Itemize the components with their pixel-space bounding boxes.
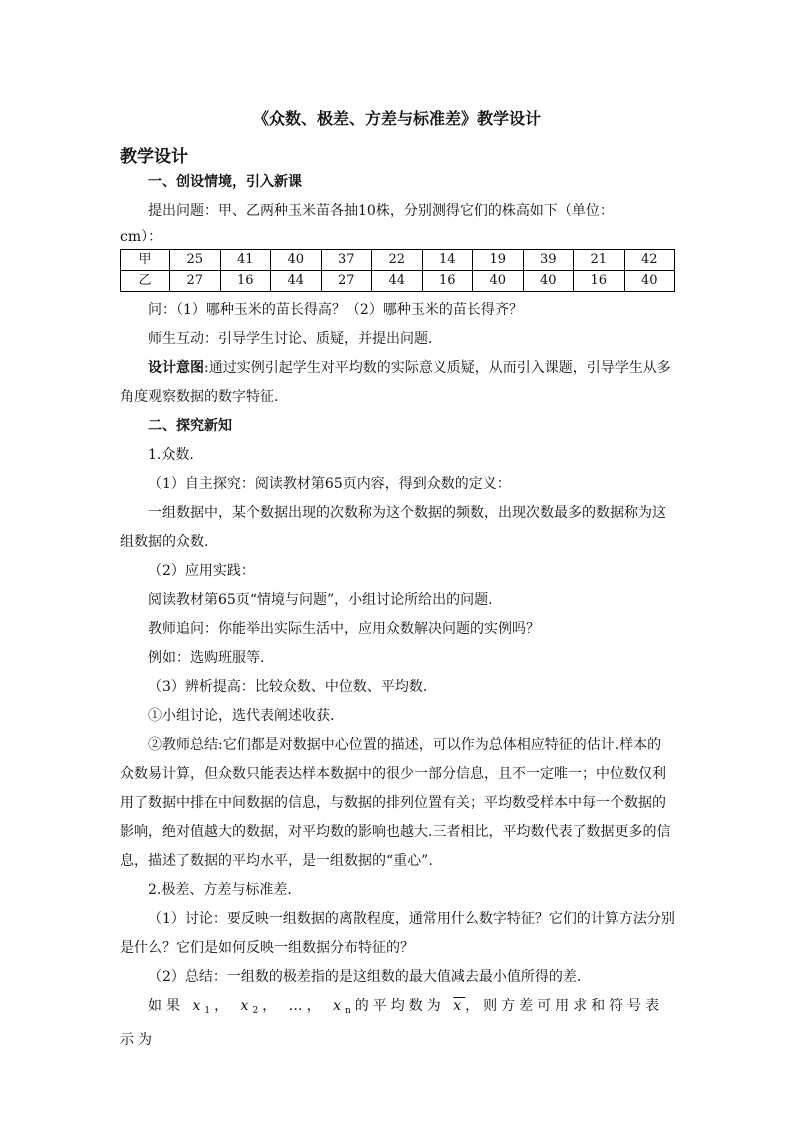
section-title: 教学设计 — [120, 147, 188, 167]
height-table — [120, 249, 675, 292]
design-intent — [120, 354, 675, 412]
mode-example: 例如：选购班服等. — [148, 650, 265, 666]
table-cell: 44 — [372, 271, 423, 292]
document-body — [120, 168, 675, 1055]
mode-explore: （1）自主探究：阅读教材第65页内容，得到众数的定义： — [148, 476, 511, 492]
table-cell: 19 — [473, 250, 524, 271]
table-cell: 40 — [624, 271, 675, 292]
table-cell: 16 — [574, 271, 625, 292]
variance-formula-line: 如果 $x_1$， $x_2$， …， $x_n$的平均数为 $\overline{x}$，则方差可用求和符号表示为 — [120, 998, 664, 1048]
mode-discuss: ①小组讨论，选代表阐述收获. — [148, 708, 335, 724]
table-cell: 40 — [523, 271, 574, 292]
design-intent-text: :通过实例引起学生对平均数的实际意义质疑，从而引入课题，引导学生从多角度观察数据的数字特征. — [120, 360, 671, 405]
mode-title: 1.众数. — [148, 447, 194, 463]
document-title: 《众数、极差、方差与标准差》教学设计 — [252, 109, 541, 128]
mode-compare: （3）辨析提高：比较众数、中位数、平均数. — [148, 679, 428, 695]
table-cell: 27 — [170, 271, 221, 292]
question-ask: 问：（1）哪种玉米的苗长得高？（2）哪种玉米的苗长得齐？ — [148, 302, 523, 318]
table-cell: 27 — [321, 271, 372, 292]
mode-read: 阅读教材第65页“情境与问题”，小组讨论所给出的问题. — [148, 592, 493, 608]
table-cell: 22 — [372, 250, 423, 271]
mode-summary: ②教师总结:它们都是对数据中心位置的描述，可以作为总体相应特征的估计.样本的众数易计算，但众数只能表达样本数据中的很少一部分信息，且不一定唯一；中位数仅利用了数据中排在中间数据的信息，与数据的排列位置有关；平均数受样本中每一个数据的影响，绝对值越大的数据，对平均数的影响也越大.三者相比，平均数代表了数据更多的信息，描述了数据的平均水平，是一组数据的“重心”. — [120, 737, 671, 869]
table-cell: 14 — [422, 250, 473, 271]
range-title: 2.极差、方差与标准差. — [148, 882, 292, 898]
question-line1: 提出问题：甲、乙两种玉米苗各抽10株，分别测得它们的株高如下（单位： — [148, 203, 614, 219]
row-label: 甲 — [121, 250, 170, 271]
teacher-student-interaction: 师生互动：引导学生讨论、质疑，并提出问题. — [148, 331, 433, 347]
table-cell: 41 — [220, 250, 271, 271]
table-cell: 40 — [473, 271, 524, 292]
table-cell: 37 — [321, 250, 372, 271]
table-cell: 40 — [271, 250, 322, 271]
mode-ask: 教师追问：你能举出实际生活中，应用众数解决问题的实例吗？ — [148, 621, 540, 637]
range-summary: （2）总结：一组数的极差指的是这组数的最大值减去最小值所得的差. — [148, 969, 582, 985]
range-discussion: （1）讨论：要反映一组数据的离散程度，通常用什么数字特征？它们的计算方法分别是什么？它们是如何反映一组数据分布特征的？ — [120, 911, 675, 956]
table-cell: 44 — [271, 271, 322, 292]
row-label: 乙 — [121, 271, 170, 292]
question-line2: cm）： — [120, 229, 163, 245]
design-intent-label: 设计意图 — [148, 360, 204, 376]
part2-heading: 二、探究新知 — [148, 418, 232, 434]
mode-practice: （2）应用实践： — [148, 563, 255, 579]
mode-definition: 一组数据中，某个数据出现的次数称为这个数据的频数，出现次数最多的数据称为这组数据的众数. — [120, 505, 666, 550]
table-row — [121, 271, 675, 292]
table-row — [121, 250, 675, 271]
table-cell: 16 — [422, 271, 473, 292]
table-cell: 21 — [574, 250, 625, 271]
table-cell: 39 — [523, 250, 574, 271]
mean-symbol: $\overline{x}$ — [453, 998, 466, 1014]
table-cell: 16 — [220, 271, 271, 292]
table-cell: 25 — [170, 250, 221, 271]
table-cell: 42 — [624, 250, 675, 271]
part1-heading: 一、创设情境，引入新课 — [148, 174, 302, 190]
